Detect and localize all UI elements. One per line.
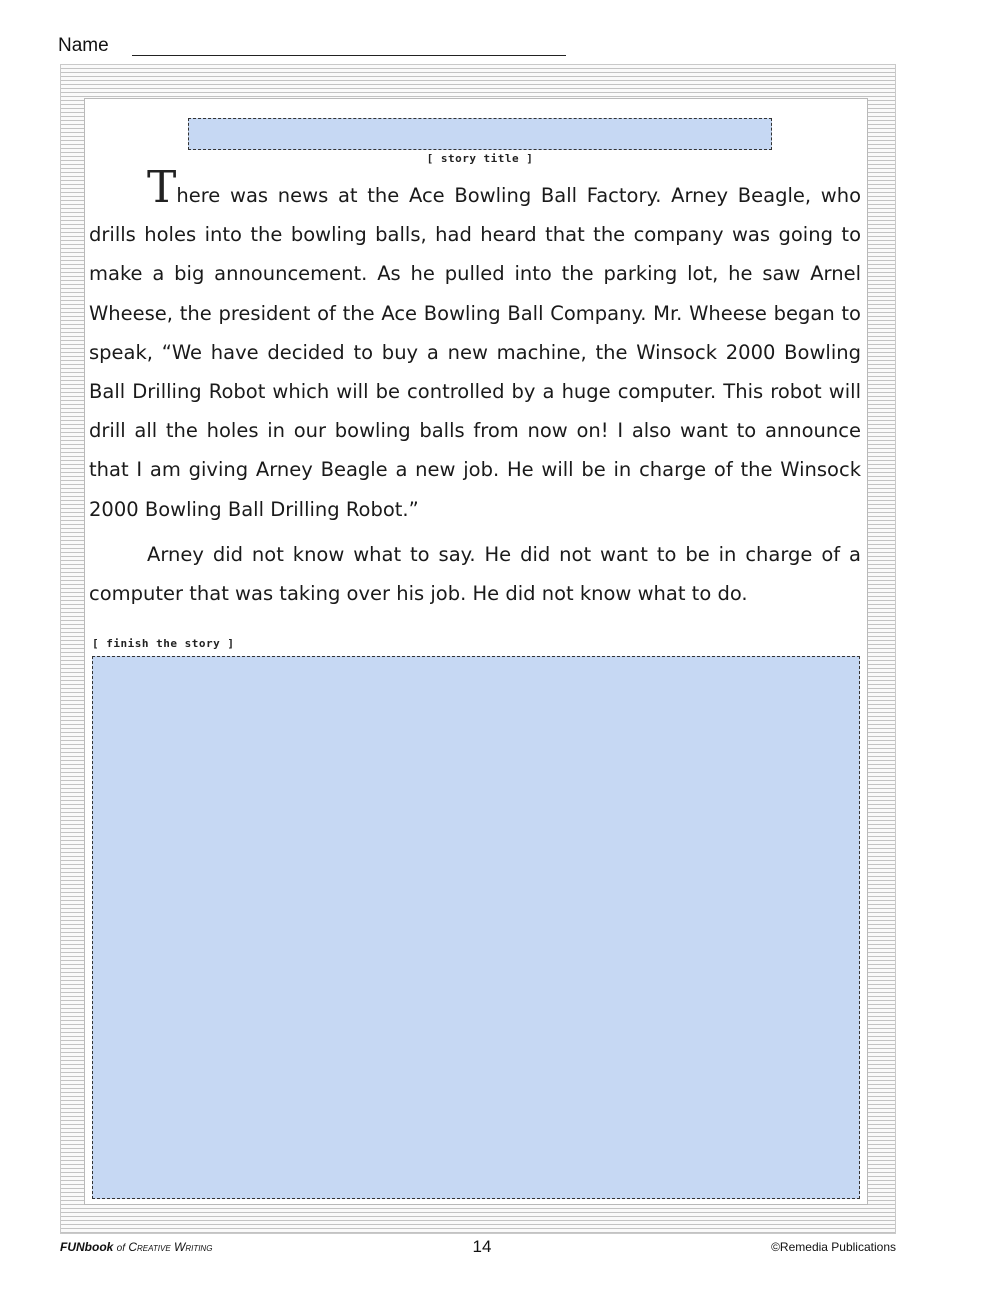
name-line[interactable] [132, 55, 566, 56]
book-title [60, 1240, 212, 1254]
story-title-label: [ story title ] [426, 152, 534, 165]
story-paragraph-2: Arney did not know what to say. He did not want to be in charge of a computer that was taking over his job. He did not know what to do. [89, 542, 861, 606]
book-title-of: of [116, 1243, 126, 1254]
finish-story-label: [ finish the story ] [92, 637, 235, 650]
name-row [58, 35, 578, 65]
book-title-bold: FUNbook [60, 1240, 114, 1254]
finish-story-field[interactable] [92, 656, 860, 1199]
story-title-field[interactable] [188, 118, 772, 150]
story-text [89, 162, 861, 613]
story-paragraph-1 [89, 162, 861, 529]
drop-cap: T [147, 162, 177, 213]
book-title-rest: Creative Writing [128, 1240, 213, 1254]
publisher-credit: ©Remedia Publications [771, 1240, 896, 1254]
story-paragraph-1-text: here was news at the Ace Bowling Ball Factory. Arney Beagle, who drills holes into the bowling balls, had heard that the company was going to make a big announcement. As he pulled into the parking lot, he saw Arnel Wheese, the president of the Ace Bowling Ball Company. Mr. Wheese began to speak, “We have decided to buy a new machine, the Winsock 2000 Bowling Ball Drilling Robot which will be controlled by a huge computer. This robot will drill all the holes in our bowling balls from now on! I also want to announce that I am giving Arney Beagle a new job. He will be in charge of the Winsock 2000 Bowling Ball Drilling Robot.” [89, 184, 861, 521]
page-number: 14 [472, 1237, 492, 1256]
name-label: Name [58, 35, 109, 56]
